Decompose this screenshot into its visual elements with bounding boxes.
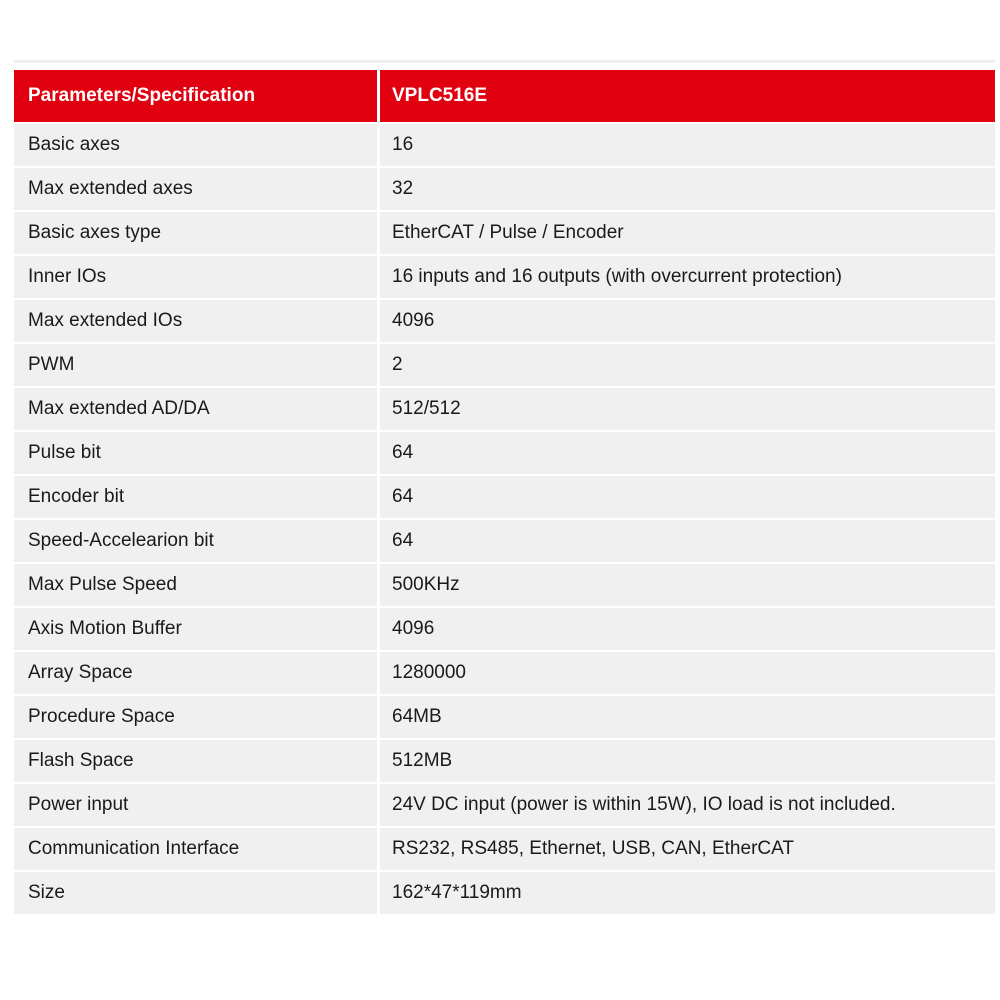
table-row (14, 784, 995, 826)
param-cell: Speed-Accelearion bit (14, 520, 377, 562)
table-row (14, 740, 995, 782)
value-cell: 16 inputs and 16 outputs (with overcurrent protection) (380, 256, 995, 298)
value-cell: 512/512 (380, 388, 995, 430)
table-row (14, 168, 995, 210)
param-cell: Size (14, 872, 377, 914)
table-row (14, 432, 995, 474)
param-cell: Axis Motion Buffer (14, 608, 377, 650)
table-row (14, 476, 995, 518)
param-cell: Max extended AD/DA (14, 388, 377, 430)
table-row (14, 828, 995, 870)
param-cell: Encoder bit (14, 476, 377, 518)
param-cell: PWM (14, 344, 377, 386)
param-cell: Basic axes (14, 124, 377, 166)
value-cell: 64 (380, 520, 995, 562)
value-cell: 4096 (380, 608, 995, 650)
value-cell: 500KHz (380, 564, 995, 606)
param-cell: Max extended axes (14, 168, 377, 210)
table-row (14, 608, 995, 650)
param-cell: Max extended IOs (14, 300, 377, 342)
value-cell: 1280000 (380, 652, 995, 694)
table-header-row (14, 70, 995, 122)
table-row (14, 212, 995, 254)
table-row (14, 124, 995, 166)
top-divider (14, 60, 995, 63)
value-cell: RS232, RS485, Ethernet, USB, CAN, EtherCAT (380, 828, 995, 870)
value-cell: 64 (380, 432, 995, 474)
value-cell: 16 (380, 124, 995, 166)
table-row (14, 256, 995, 298)
table-row (14, 344, 995, 386)
value-cell: 512MB (380, 740, 995, 782)
table-body (14, 124, 995, 914)
param-cell: Max Pulse Speed (14, 564, 377, 606)
param-cell: Array Space (14, 652, 377, 694)
table-row (14, 564, 995, 606)
table-row (14, 872, 995, 914)
table-row (14, 300, 995, 342)
header-model-cell: VPLC516E (380, 70, 995, 122)
value-cell: EtherCAT / Pulse / Encoder (380, 212, 995, 254)
param-cell: Flash Space (14, 740, 377, 782)
param-cell: Pulse bit (14, 432, 377, 474)
spec-table (14, 70, 995, 914)
header-parameters-cell: Parameters/Specification (14, 70, 377, 122)
param-cell: Procedure Space (14, 696, 377, 738)
param-cell: Power input (14, 784, 377, 826)
value-cell: 64 (380, 476, 995, 518)
value-cell: 32 (380, 168, 995, 210)
value-cell: 2 (380, 344, 995, 386)
value-cell: 4096 (380, 300, 995, 342)
param-cell: Basic axes type (14, 212, 377, 254)
value-cell: 64MB (380, 696, 995, 738)
table-row (14, 696, 995, 738)
param-cell: Inner IOs (14, 256, 377, 298)
table-row (14, 520, 995, 562)
param-cell: Communication Interface (14, 828, 377, 870)
table-row (14, 652, 995, 694)
value-cell: 162*47*119mm (380, 872, 995, 914)
value-cell: 24V DC input (power is within 15W), IO load is not included. (380, 784, 995, 826)
table-row (14, 388, 995, 430)
